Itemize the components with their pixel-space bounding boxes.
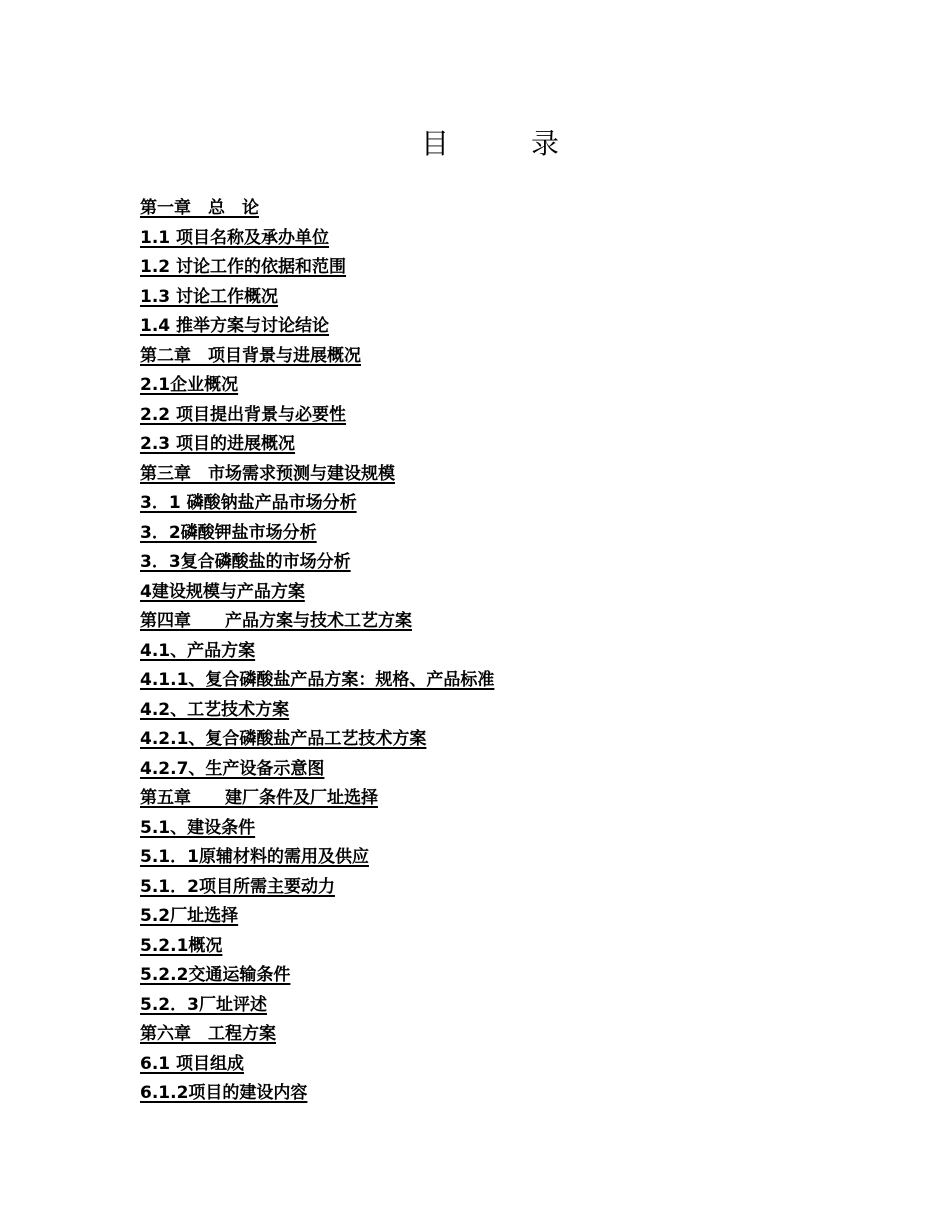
toc-link-5-1-2[interactable]: 5.1．2项目所需主要动力 xyxy=(140,876,335,897)
toc-link-6-1-2[interactable]: 6.1.2项目的建设内容 xyxy=(140,1083,308,1103)
toc-link-2-2[interactable]: 2.2 项目提出背景与必要性 xyxy=(140,404,347,425)
toc-link-5-1-1[interactable]: 5.1．1原辅材料的需用及供应 xyxy=(140,847,369,867)
toc-link-1-3[interactable]: 1.3 讨论工作概况 xyxy=(140,286,279,307)
toc-link-ch6[interactable]: 第六章 工程方案 xyxy=(140,1024,276,1044)
toc-link-6-1[interactable]: 6.1 项目组成 xyxy=(140,1053,245,1074)
toc-link-3-3[interactable]: 3．3复合磷酸盐的市场分析 xyxy=(140,552,351,572)
toc-link-ch2[interactable]: 第二章 项目背景与进展概况 xyxy=(140,345,361,366)
title-char-2: 录 xyxy=(531,127,560,160)
title-char-1: 目 xyxy=(421,127,450,160)
toc-link-5-2-1[interactable]: 5.2.1概况 xyxy=(140,935,223,956)
toc-link-1-4[interactable]: 1.4 推举方案与讨论结论 xyxy=(140,316,330,336)
toc-link-4-2[interactable]: 4.2、工艺技术方案 xyxy=(140,699,290,720)
toc-link-5-1[interactable]: 5.1、建设条件 xyxy=(140,817,256,838)
toc-link-2-1[interactable]: 2.1企业概况 xyxy=(140,375,239,395)
page-title xyxy=(0,124,950,164)
toc-link-5-2-2[interactable]: 5.2.2交通运输条件 xyxy=(140,965,291,985)
toc-link-2-3[interactable]: 2.3 项目的进展概况 xyxy=(140,434,296,454)
toc-link-ch5[interactable]: 第五章 建厂条件及厂址选择 xyxy=(140,788,378,808)
toc-link-1-2[interactable]: 1.2 讨论工作的依据和范围 xyxy=(140,257,347,277)
toc-link-4-2-1[interactable]: 4.2.1、复合磷酸盐产品工艺技术方案 xyxy=(140,729,427,749)
toc-link-ch3[interactable]: 第三章 市场需求预测与建设规模 xyxy=(140,463,395,484)
toc-link-5-2-3[interactable]: 5.2．3厂址评述 xyxy=(140,994,267,1015)
toc-link-ch1[interactable]: 第一章 总 论 xyxy=(140,198,259,218)
toc-link-4-1[interactable]: 4.1、产品方案 xyxy=(140,640,256,661)
toc-link-4-2-7[interactable]: 4.2.7、生产设备示意图 xyxy=(140,758,325,779)
toc-link-ch4[interactable]: 第四章 产品方案与技术工艺方案 xyxy=(140,611,412,631)
toc-link-4[interactable]: 4建设规模与产品方案 xyxy=(140,581,305,602)
toc-link-1-1[interactable]: 1.1 项目名称及承办单位 xyxy=(140,227,330,248)
toc-link-4-1-1[interactable]: 4.1.1、复合磷酸盐产品方案：规格、产品标准 xyxy=(140,670,495,690)
toc-link-3-1[interactable]: 3．1 磷酸钠盐产品市场分析 xyxy=(140,493,357,513)
toc-link-5-2[interactable]: 5.2厂址选择 xyxy=(140,906,239,926)
table-of-contents xyxy=(140,194,840,1109)
toc-link-3-2[interactable]: 3．2磷酸钾盐市场分析 xyxy=(140,522,317,543)
